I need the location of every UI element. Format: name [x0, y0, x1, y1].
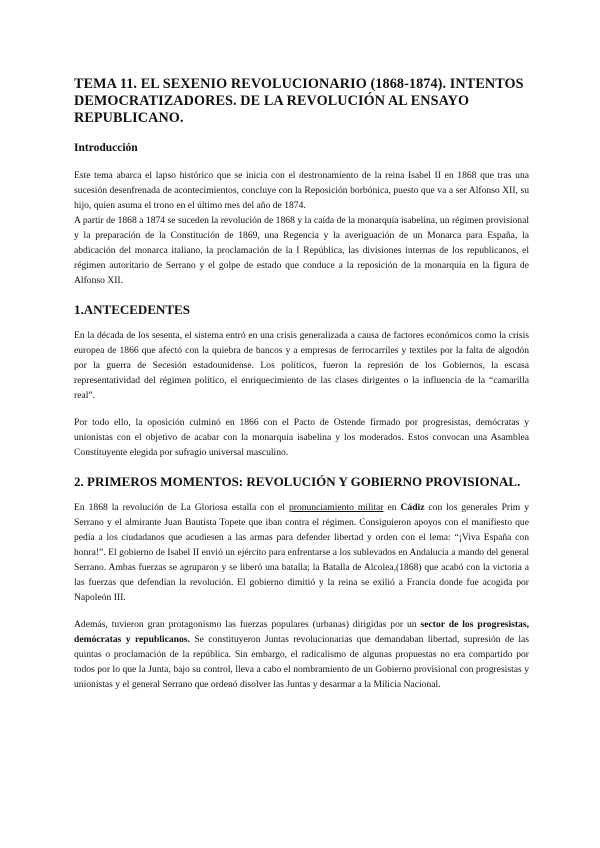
section-2-paragraph-1 [74, 500, 529, 605]
progresistas-bold-text: sector de los progresistas, demócratas y republicanos. [74, 619, 529, 645]
section-2-paragraph-2 [74, 617, 529, 692]
section-1-paragraph-1: En la década de los sesenta, el sistema entró en una crisis generalizada a causa de factores económicos como la crisis europea de 1866 que afectó con la quiebra de bancos y a empresas de ferrocarriles y textiles por la falta de algodón por la guerra de Secesión estadounidense. Los políticos, fueron la represión de los Gobiernos, la escasa representatividad del régimen político, el enriquecimiento de las clases dirigentes o la influencia de la “camarilla real”. [74, 330, 529, 401]
section-2-p1-text-a: En 1868 la revolución de La Gloriosa estalla con el [74, 502, 289, 513]
section-2-heading: 2. PRIMEROS MOMENTOS: REVOLUCIÓN Y GOBIERNO PROVISIONAL. [74, 474, 521, 489]
section-2-p1-text-c: con los generales Prim y Serrano y el almirante Juan Bautista Topete que iban contra el régimen. Consiguieron apoyos con el manifiesto que pedía a los ciudadanos que acudiesen a las armas para defender libertad y orden con el lema: “¡Viva España con honra!”. El gobierno de Isabel II envió un ejército para enfrentarse a los sublevados en Andalucía a mando del general Serrano. Ambas fuerzas se agruparon y se liberó una batalla; la Batalla de Alcolea,(1868) que acabó con la victoria a las fuerzas que defendían la revolución. El gobierno dimitió y la reina se exilió a Francia donde fue acogida por Napoleón III. [74, 502, 529, 603]
section-1-heading: 1.ANTECEDENTES [74, 302, 190, 317]
section-2-p2-text-a: Además, tuvieron gran protagonismo las fuerzas populares (urbanas) dirigidas por un [74, 619, 421, 630]
document-title: TEMA 11. EL SEXENIO REVOLUCIONARIO (1868-1874). INTENTOS DEMOCRATIZADORES. DE LA REVOLUCIÓN AL ENSAYO REPUBLICANO. [74, 76, 524, 126]
document-page [74, 76, 529, 692]
intro-heading: Introducción [74, 142, 138, 154]
intro-paragraph-2: A partir de 1868 a 1874 se suceden la revolución de 1868 y la caída de la monarquía isabelina, un régimen provisional y la preparación de la Constitución de 1869, una Regencia y la averiguación de un Monarca para España, la abdicación del monarca italiano, la proclamación de la I República, las divisiones internas de los republicanos, el régimen autoritario de Serrano y el golpe de estado que conduce a la reposición de la monarquía en la figura de Alfonso XII. [74, 215, 529, 286]
section-1-paragraph-2: Por todo ello, la oposición culminó en 1866 con el Pacto de Ostende firmado por progresistas, demócratas y unionistas con el objetivo de acabar con la monarquía isabelina y los moderados. Estos convocan una Asamblea Constituyente elegida por sufragio universal masculino. [74, 417, 529, 458]
cadiz-text: Cádiz [400, 502, 425, 513]
pronunciamiento-militar-text: pronunciamiento militar [288, 502, 384, 513]
section-2-p2-text-b: Se constituyeron Juntas revolucionarias que demandaban libertad, supresión de las quintas o proclamación de la república. Sin embargo, el radicalismo de algunas propuestas no era compartido por todos por lo que la Junta, bajo su control, lleva a cabo el nombramiento de un Gobierno provisional con progresistas y unionistas y el general Serrano que ordenó disolver las Juntas y desarmar a la Milicia Nacional. [74, 634, 530, 690]
intro-paragraph-1: Este tema abarca el lapso histórico que se inicia con el destronamiento de la reina Isabel II en 1868 que tras una sucesión desenfrenada de acontecimientos, concluye con la Reposición borbónica, puesto que va a ser Alfonso XII, su hijo, quien asuma el trono en el último mes del año de 1874. [74, 170, 529, 211]
section-2-p1-text-b: en [383, 502, 401, 513]
